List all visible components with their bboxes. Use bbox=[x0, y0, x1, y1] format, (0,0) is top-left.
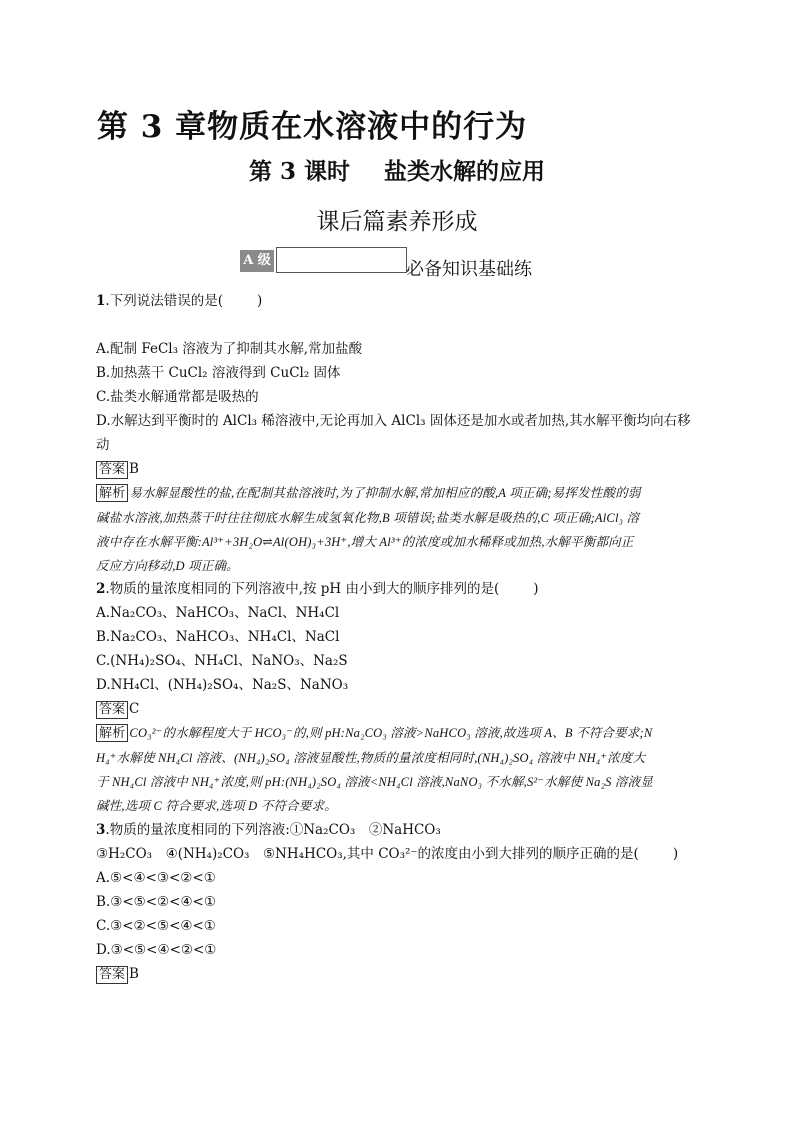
question-2-option-a: A.Na₂CO₃、NaHCO₃、NaCl、NH₄Cl bbox=[96, 605, 340, 621]
question-1-option-b: B.加热蒸干 CuCl₂ 溶液得到 CuCl₂ 固体 bbox=[96, 365, 341, 381]
question-2-option-c: C.(NH₄)₂SO₄、NH₄Cl、NaNO₃、Na₂S bbox=[96, 653, 348, 669]
answer-value: B bbox=[129, 966, 139, 982]
answer-value: C bbox=[129, 701, 140, 717]
question-2-analysis-line: 解析 CO₃²⁻的水解程度大于 HCO₃⁻的,则 pH:Na₂CO₃ 溶液>NaHCO₃ 溶液,故选项 A、B 不符合要求;N bbox=[96, 723, 652, 743]
question-3-answer bbox=[96, 964, 139, 984]
question-2-stem: 2.物质的量浓度相同的下列溶液中,按 pH 由小到大的顺序排列的是( ) bbox=[96, 581, 539, 597]
question-2-answer bbox=[96, 699, 139, 719]
chapter-title: 第 3 章物质在水溶液中的行为 bbox=[97, 109, 528, 145]
question-1-analysis-line: 解析 易水解显酸性的盐,在配制其盐溶液时,为了抑制水解,常加相应的酸,A 项正确;易挥发性酸的弱 bbox=[96, 483, 641, 503]
level-score-box bbox=[276, 247, 407, 273]
question-2-analysis-line: 于 NH₄Cl 溶液中 NH₄⁺浓度,则 pH:(NH₄)₂SO₄ 溶液<NH₄Cl 溶液,NaNO₃ 不水解,S²⁻水解使 Na₂S 溶液显 bbox=[96, 775, 654, 789]
question-3-option-d: D.③<⑤<④<②<① bbox=[96, 942, 217, 958]
lesson-number: 第 3 课时 bbox=[248, 158, 351, 185]
question-1-option-d-cont: 动 bbox=[96, 437, 110, 453]
answer-value: B bbox=[129, 461, 139, 477]
answer-label: 答案 bbox=[96, 461, 128, 479]
analysis-label: 解析 bbox=[96, 484, 128, 502]
question-2-analysis-line: H₄⁺水解使 NH₄Cl 溶液、(NH₄)₂SO₄ 溶液显酸性,物质的量浓度相同时,(NH₄)₂SO₄ 溶液中 NH₄⁺浓度大 bbox=[96, 751, 646, 765]
question-number: 1 bbox=[96, 293, 106, 309]
answer-label: 答案 bbox=[96, 966, 128, 984]
question-1-option-a: A.配制 FeCl₃ 溶液为了抑制其水解,常加盐酸 bbox=[96, 341, 363, 357]
question-3-stem-cont: ③H₂CO₃ ④(NH₄)₂CO₃ ⑤NH₄HCO₃,其中 CO₃²⁻的浓度由小到大排列的顺序正确的是( ) bbox=[96, 846, 679, 862]
question-number: 3 bbox=[96, 822, 106, 838]
question-number: 2 bbox=[96, 581, 106, 597]
question-3-option-a: A.⑤<④<③<②<① bbox=[96, 870, 216, 886]
question-2-analysis-line: 碱性,选项 C 符合要求,选项 D 不符合要求。 bbox=[96, 799, 337, 813]
section-title: 课后篇素养形成 bbox=[316, 209, 478, 235]
question-2-option-b: B.Na₂CO₃、NaHCO₃、NH₄Cl、NaCl bbox=[96, 629, 340, 645]
question-3-option-b: B.③<⑤<②<④<① bbox=[96, 894, 216, 910]
question-1-option-c: C.盐类水解通常都是吸热的 bbox=[96, 389, 259, 405]
question-1-answer bbox=[96, 459, 139, 479]
question-1-stem: 1.下列说法错误的是( ) bbox=[96, 293, 263, 309]
answer-label: 答案 bbox=[96, 701, 128, 719]
level-title: 必备知识基础练 bbox=[406, 259, 532, 280]
lesson-title bbox=[0, 153, 794, 186]
question-1-analysis-line: 反应方向移动,D 项正确。 bbox=[96, 559, 239, 573]
question-1-option-d: D.水解达到平衡时的 AlCl₃ 稀溶液中,无论再加入 AlCl₃ 固体还是加水或者加热,其水解平衡均向右移 bbox=[96, 413, 691, 429]
lesson-name: 盐类水解的应用 bbox=[384, 158, 546, 185]
question-1-analysis-line: 碱盐水溶液,加热蒸干时往往彻底水解生成氢氧化物,B 项错误;盐类水解是吸热的,C 项正确;AlCl₃ 溶 bbox=[96, 511, 640, 525]
level-badge: A 级 bbox=[240, 250, 274, 272]
question-3-option-c: C.③<②<⑤<④<① bbox=[96, 918, 216, 934]
question-1-analysis-line: 液中存在水解平衡:Al³⁺+3H₂O⇌Al(OH)₃+3H⁺,增大 Al³⁺的浓度或加水稀释或加热,水解平衡都向正 bbox=[96, 535, 634, 549]
question-2-option-d: D.NH₄Cl、(NH₄)₂SO₄、Na₂S、NaNO₃ bbox=[96, 677, 349, 693]
analysis-label: 解析 bbox=[96, 724, 128, 742]
question-3-stem: 3.物质的量浓度相同的下列溶液:①Na₂CO₃ ②NaHCO₃ bbox=[96, 822, 441, 838]
